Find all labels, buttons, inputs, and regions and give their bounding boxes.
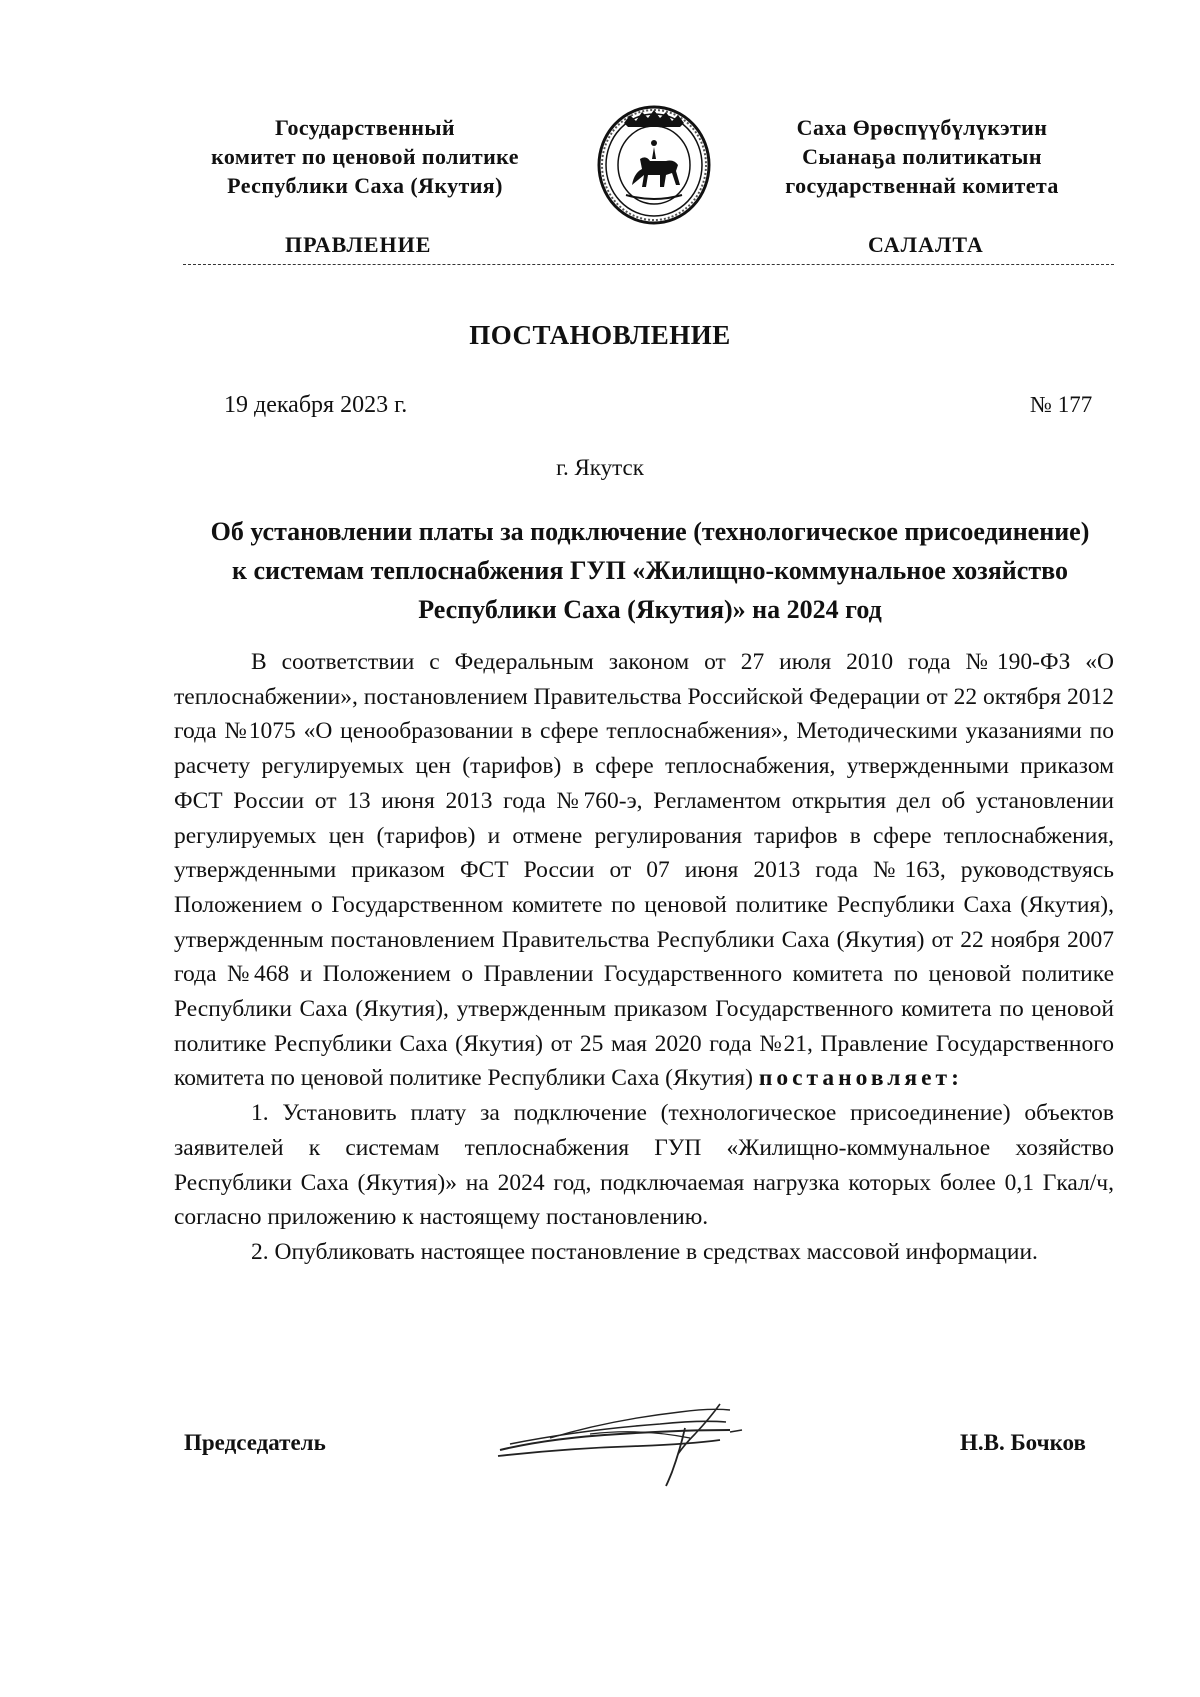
- header-right-sakha: [732, 113, 1112, 200]
- document-date: 19 декабря 2023 г.: [224, 392, 408, 418]
- header-divider: [183, 264, 1114, 265]
- header-right-line-2: Сыанаҕа политикатын: [802, 144, 1042, 169]
- item-2-paragraph: 2. Опубликовать настоящее постановление в средствах массовой информации.: [251, 1238, 1038, 1265]
- signature-name: Н.В. Бочков: [960, 1430, 1086, 1455]
- preamble-text: В соответствии с Федеральным законом от 27 июля 2010 года №190-ФЗ «О теплоснабжении», постановлением Правительства Российской Федерации от 22 октября 2012 года №1075 «О ценообразовании в сфере теплоснабжения», Методическими указаниями по расчету регулируемых цен (тарифов) в сфере теплоснабжения, утвержденными приказом ФСТ России от 13 июня 2013 года №760-э, Регламентом открытия дел об установлении регулируемых цен (тарифов) и отмене регулирования тарифов в сфере теплоснабжения, утвержденными приказом ФСТ России от 07 июня 2013 года №163, руководствуясь Положением о Государственном комитете по ценовой политике Республики Саха (Якутия), утвержденным постановлением Правительства Республики Саха (Якутия) от 22 ноября 2007 года №468 и Положением о Правлении Государственного комитета по ценовой политике Республики Саха (Якутия), утвержденным приказом Государственного комитета по ценовой политике Республики Саха (Якутия) от 25 мая 2020 года №21, Правление Государственного комитета по ценовой политике Республики Саха (Якутия): [174, 649, 1114, 1092]
- document-body: [174, 645, 1114, 1270]
- preamble-paragraph: [174, 645, 1114, 1096]
- header-left-line-3: Республики Саха (Якутия): [227, 173, 503, 198]
- header-left-ru: [170, 113, 560, 200]
- document-title: ПОСТАНОВЛЕНИЕ: [469, 320, 731, 350]
- document-city: г. Якутск: [556, 455, 644, 480]
- header-right-line-3: государственнай комитета: [785, 173, 1059, 198]
- coat-of-arms-icon: [594, 103, 714, 228]
- document-number: № 177: [1030, 392, 1093, 417]
- header-left-line-2: комитет по ценовой политике: [211, 144, 519, 169]
- header-sub-right: САЛАЛТА: [868, 232, 984, 257]
- header-left-line-1: Государственный: [275, 115, 455, 140]
- header-right-line-1: Саха Өрөспүүбүлүкэтин: [796, 115, 1048, 140]
- handwritten-signature-icon: [490, 1400, 790, 1490]
- document-subject: Об установлении платы за подключение (технологическое присоединение) к системам теплоснабжения ГУП «Жилищно-коммунальное хозяйство Республики Саха (Якутия)» на 2024 год: [210, 517, 1090, 624]
- signature-role: Председатель: [184, 1430, 326, 1455]
- header-sub-left: ПРАВЛЕНИЕ: [285, 232, 432, 257]
- decree-word: постановляет:: [758, 1065, 963, 1092]
- item-1-paragraph: 1. Установить плату за подключение (технологическое присоединение) объектов заявителей к системам теплоснабжения ГУП «Жилищно-коммунальное хозяйство Республики Саха (Якутия)» на 2024 год, подключаемая нагрузка которых более 0,1 Гкал/ч, согласно приложению к настоящему постановлению.: [174, 1100, 1114, 1231]
